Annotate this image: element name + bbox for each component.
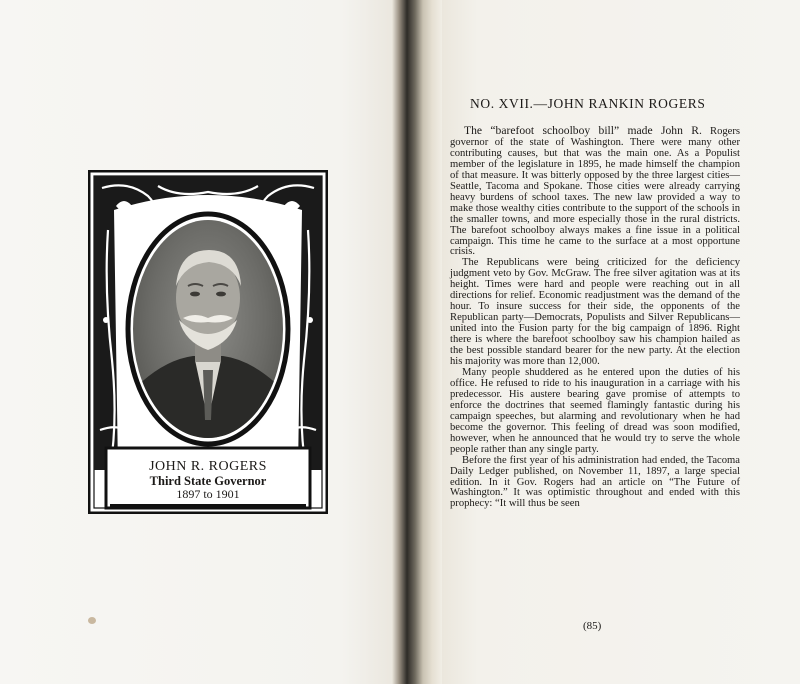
lead-words: The “barefoot schoolboy bill” made John R. <box>464 124 702 137</box>
portrait-figure <box>133 220 283 438</box>
portrait-caption <box>110 452 306 504</box>
chapter-heading: NO. XVII.—JOHN RANKIN ROGERS <box>470 96 706 111</box>
paragraph-4: Before the first year of his administration had ended, the Tacoma Daily Ledger published, on November 11, 1897, a large special edition. In it Gov. Rogers had an article on “The Future of Washington.” It was optimistic throughout and ended with this prophecy: “It will thus be seen <box>450 454 740 510</box>
caption-title: Third State Governor <box>149 474 267 488</box>
chapter-body <box>450 126 740 510</box>
paragraph-1-text: Rogers governor of the state of Washington. There were many other contributing causes, but that was the main one. As a Populist member of the legislature in 1895, he made himself the champion of that measure. It was bitterly opposed by the three largest cities—Seattle, Tacoma and Spokane. Those cities were already carrying heavy burdens of school taxes. The new law provided a way to make those wealthy cities contribute to the support of the schools in the smaller towns, and more especially those in the rural districts. The barefoot schoolboy always makes a fine issue in a political campaign. This time he came to the surface at a most opportune crisis. <box>450 126 741 258</box>
book-gutter <box>392 0 442 684</box>
governor-portrait-photo <box>133 220 283 438</box>
caption-years: 1897 to 1901 <box>176 487 240 501</box>
lead-paragraph <box>450 126 740 258</box>
paper-speck <box>88 617 96 624</box>
page-number: (85) <box>583 620 602 632</box>
paragraph-2: The Republicans were being criticized for the deficiency judgment veto by Gov. McGraw. The free silver agitation was at its height. Times were hard and people were reaching out in all directions for relief. Economic readjustment was the demand of the hour. To insure success for their side, the opponents of the Republican party—Democrats, Populists and Silver Republicans—united into the Fusion party for the big campaign of 1896. Right there is where the barefoot schoolboy saw his champion hailed as the best possible standard bearer for the new party. At the election his majority was more than 12,000. <box>450 257 740 368</box>
paragraph-3: Many people shuddered as he entered upon the duties of his office. He refused to ride to his inauguration in a carriage with his predecessor. His austere bearing gave promise of attempts to enforce the doctrines that seemed flamingly fantastic during his campaign speeches, but alarming and revolutionary when he had become the governor. This feeling of dread was soon modified, however, when he announced that he would try to serve the whole people rather than any single party. <box>450 366 740 455</box>
portrait-plate <box>88 170 328 514</box>
caption-name: JOHN R. ROGERS <box>149 459 267 474</box>
